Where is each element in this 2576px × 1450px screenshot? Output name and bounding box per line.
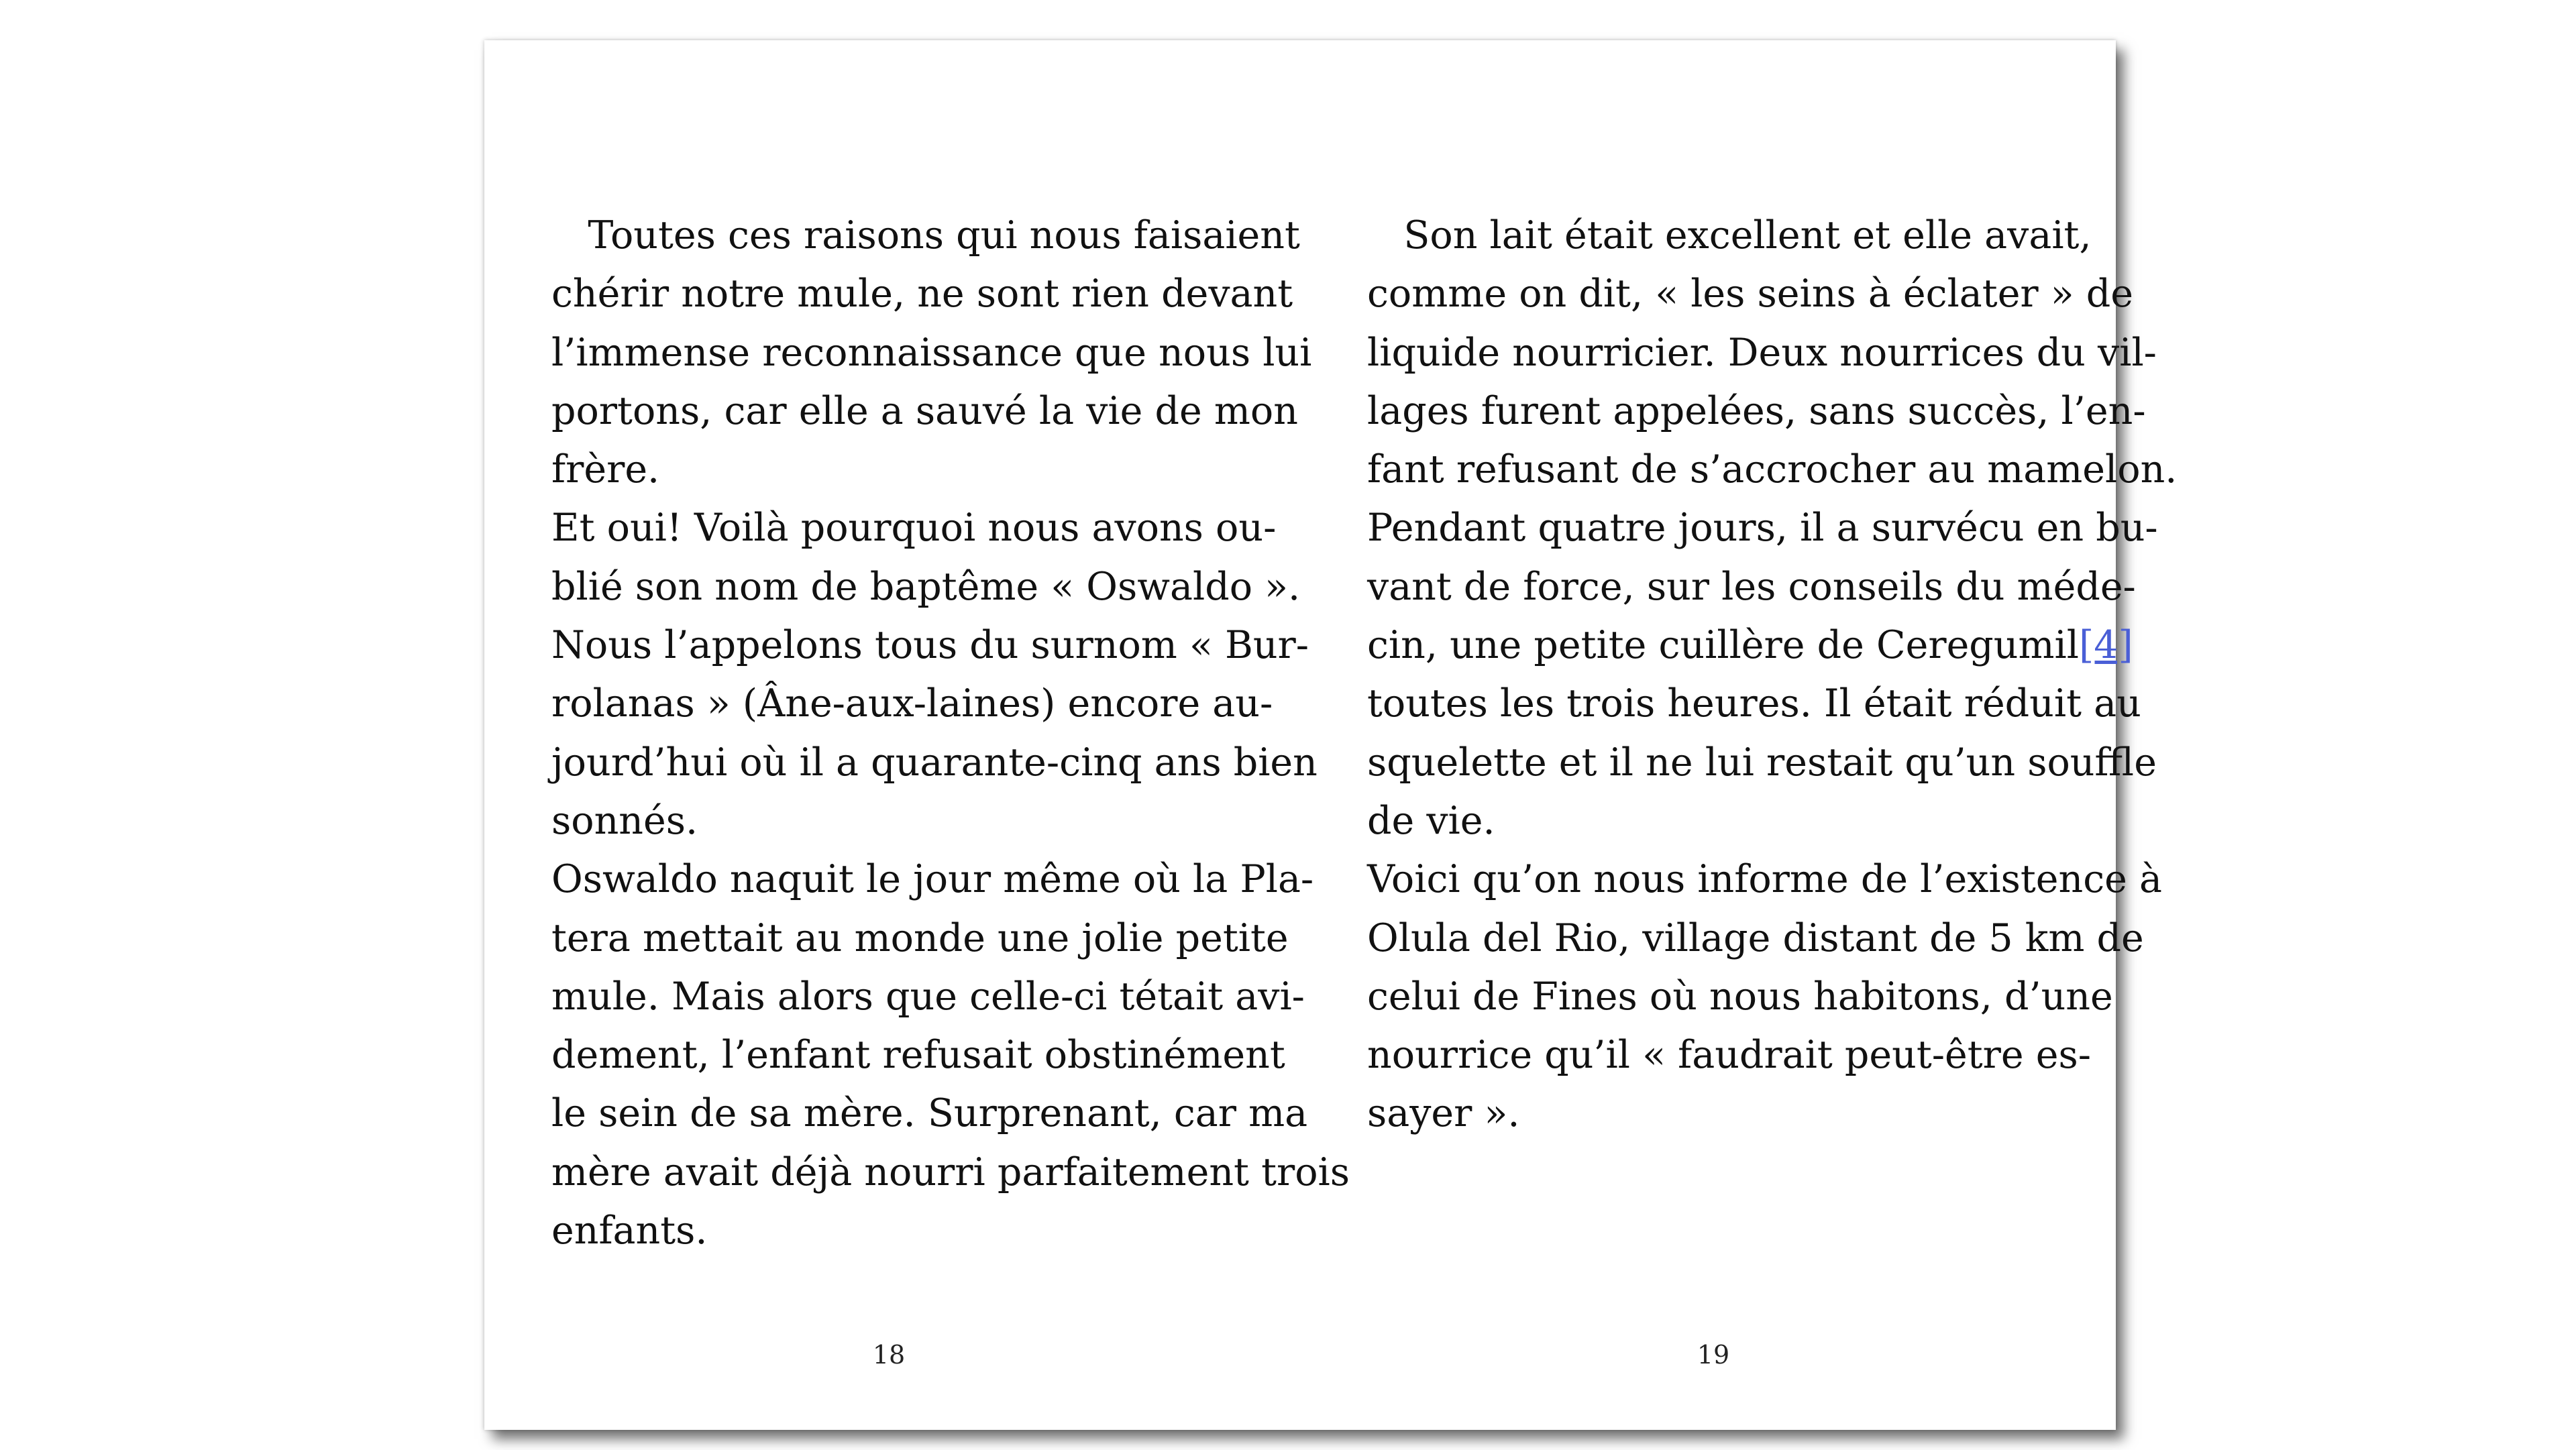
text-line: comme on dit, « les seins à éclater » de (1367, 272, 2134, 317)
text-line: de vie. (1367, 798, 1495, 843)
text-line-with-footnote (1367, 616, 2133, 675)
text-line: nourrice qu’il « faudrait peut-être es- (1367, 1033, 2091, 1078)
text-line: fant refusant de s’accrocher au mamelon. (1367, 447, 2178, 492)
text-line: dement, l’enfant refusait obstinément (551, 1033, 1285, 1078)
text-line: Oswaldo naquit le jour même où la Pla- (551, 857, 1314, 902)
text-line: lages furent appelées, sans succès, l’en- (1367, 388, 2146, 433)
text-line: liquide nourricier. Deux nourrices du vil- (1367, 330, 2157, 375)
text-line: Pendant quatre jours, il a survécu en bu- (1367, 506, 2158, 551)
text-line: portons, car elle a sauvé la vie de mon (551, 388, 1298, 433)
text-line: Olula del Rio, village distant de 5 km de (1367, 915, 2144, 960)
page-number: 19 (1697, 1340, 1730, 1370)
text-line: sonnés. (551, 798, 698, 843)
text-segment: cin, une petite cuillère de Ceregumil (1367, 623, 2080, 668)
text-line: jourd’hui où il a quarante-cinq ans bien (551, 740, 1318, 785)
text-line: Toutes ces raisons qui nous faisaient (551, 213, 1300, 258)
text-line: squelette et il ne lui restait qu’un souffle (1367, 740, 2157, 785)
text-line: chérir notre mule, ne sont rien devant (551, 272, 1293, 317)
text-line: mère avait déjà nourri parfaitement trois (551, 1150, 1350, 1194)
text-line: l’immense reconnaissance que nous lui (551, 330, 1312, 375)
left-page (484, 40, 1350, 1430)
text-line: rolanas » (Âne-aux-laines) encore au- (551, 681, 1273, 726)
footnote-link[interactable]: [4] (2079, 623, 2133, 668)
text-line: blié son nom de baptême « Oswaldo ». (551, 564, 1301, 609)
text-line: sayer ». (1367, 1091, 1520, 1136)
text-line: tera mettait au monde une jolie petite (551, 915, 1289, 960)
book-spread (484, 40, 2178, 1430)
page-number: 18 (872, 1340, 906, 1370)
left-page-text (551, 207, 1350, 1260)
right-page-text (1367, 207, 2178, 1144)
text-line: Et oui! Voilà pourquoi nous avons ou- (551, 506, 1277, 551)
text-line: celui de Fines où nous habitons, d’une (1367, 974, 2113, 1019)
text-line: toutes les trois heures. Il était réduit au (1367, 681, 2141, 726)
text-line: frère. (551, 447, 660, 492)
text-line: le sein de sa mère. Surprenant, car ma (551, 1091, 1308, 1136)
text-line: Voici qu’on nous informe de l’existence à (1367, 857, 2162, 902)
text-line: vant de force, sur les conseils du méde- (1367, 564, 2136, 609)
text-line: Son lait était excellent et elle avait, (1367, 213, 2092, 258)
right-page (1300, 40, 2178, 1430)
text-line: enfants. (551, 1209, 708, 1253)
text-line: Nous l’appelons tous du surnom « Bur- (551, 623, 1309, 668)
text-line: mule. Mais alors que celle-ci tétait avi- (551, 974, 1305, 1019)
